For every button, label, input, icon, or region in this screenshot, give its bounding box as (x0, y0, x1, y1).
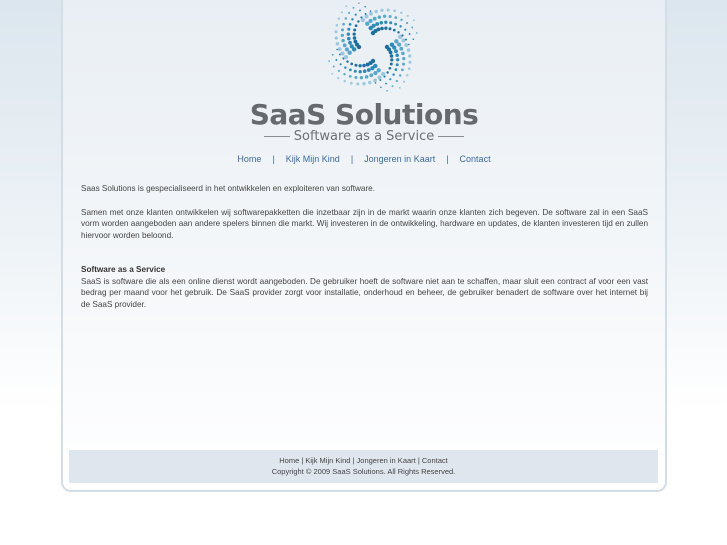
logo-dot (353, 36, 357, 40)
logo-dot (392, 46, 396, 50)
logo-dot (343, 80, 345, 82)
logo-dot (350, 82, 353, 85)
logo-dot (385, 83, 387, 85)
logo-dot (409, 33, 411, 35)
logo-dot (345, 5, 347, 7)
logo-dot (393, 9, 396, 12)
logo-dot (358, 64, 361, 67)
logo-dot (389, 21, 392, 24)
logo-dot (340, 51, 344, 55)
logo-dot (337, 77, 339, 79)
logo-dot (397, 43, 401, 47)
logo-dot (386, 71, 388, 73)
logo-dot (399, 25, 401, 27)
logo-dot (353, 29, 356, 32)
logo-dot (396, 80, 398, 82)
logo-dot (395, 54, 399, 58)
logo-dot (404, 29, 406, 31)
footer (69, 450, 658, 483)
main-nav: Home | Kijk Mijn Kind | Jongeren in Kaart | Contact (237, 154, 491, 164)
logo-dot (402, 57, 405, 60)
logo-dot (357, 20, 359, 22)
logo-dot (377, 68, 381, 72)
logo-dot (331, 73, 333, 75)
logo-dot (340, 63, 342, 65)
logo-dot (408, 67, 411, 70)
logo-dot (384, 27, 387, 30)
logo-dot (363, 69, 367, 73)
logo-dot (368, 81, 372, 85)
logo-dot (380, 9, 383, 12)
logo-dot (373, 78, 377, 82)
logo-dot (365, 22, 369, 26)
logo-dot (394, 16, 397, 19)
logo-dot (362, 64, 366, 68)
logo-dot (348, 51, 352, 55)
logo-dot (380, 87, 382, 89)
logo-dot (394, 39, 398, 43)
logo-dot (380, 27, 384, 31)
logo-dot (384, 21, 387, 24)
logo-dot (390, 58, 393, 61)
logo-dot (406, 74, 408, 76)
logo-dot (359, 9, 361, 11)
logo-dot (346, 60, 348, 62)
nav-jongeren-in-kaart[interactable]: Jongeren in Kaart (364, 154, 436, 164)
body-paragraph: Samen met onze klanten ontwikkelen wij softwarepakketten die inzetbaar zijn in de markt waarin onze klanten zich begeven. De software zal in een SaaS vorm worden aangeboden aan andere spelers binnen die markt. Wij investeren in de ontwikkeling, hardware en updates, de klanten investeren tijd en zullen hiervoor worden beloond. (81, 207, 648, 240)
logo-dot (364, 6, 366, 8)
logo-dot (407, 48, 411, 52)
logo-dot (370, 10, 372, 12)
swirl-logo-icon (328, 2, 418, 92)
nav-contact[interactable]: Contact (459, 154, 491, 164)
logo-dot (383, 15, 386, 18)
logo-dot (349, 75, 352, 78)
logo-dot (336, 42, 340, 46)
logo-dot (347, 37, 351, 41)
logo-dot (332, 54, 334, 56)
logo-dot (393, 29, 396, 32)
logo-dot (402, 63, 405, 66)
logo-dot (401, 38, 405, 42)
logo-dot (362, 82, 365, 85)
logo-dot (344, 66, 346, 68)
logo-dot (343, 43, 347, 47)
logo-dot (405, 39, 407, 41)
logo-dot (355, 24, 358, 27)
logo-dot (411, 27, 413, 29)
logo-dot (354, 76, 357, 79)
logo-dot (338, 17, 340, 19)
logo-dot (408, 54, 411, 57)
footer-link-contact[interactable]: Contact (421, 456, 448, 465)
logo-dot (328, 60, 330, 62)
logo-dot (335, 24, 338, 27)
logo-dot (341, 34, 344, 37)
logo-dot (338, 70, 340, 72)
logo-dot (341, 28, 344, 31)
logo-dot (401, 52, 405, 56)
logo-dot (335, 59, 337, 61)
logo-dot (396, 58, 399, 61)
logo-dot (392, 85, 394, 87)
logo-dot (400, 19, 402, 21)
logo-dot (389, 27, 392, 30)
logo-dot (394, 23, 397, 26)
logo-dot (342, 23, 345, 26)
logo-dot (381, 72, 385, 76)
logo-dot (370, 66, 374, 70)
logo-dot (349, 69, 352, 72)
logo-dot (401, 68, 404, 71)
logo-dot (360, 76, 363, 79)
logo-dot (378, 15, 382, 19)
page-container (61, 0, 667, 492)
logo-dot (353, 32, 356, 35)
logo-dot (387, 9, 390, 12)
logo-dot (380, 21, 384, 25)
logo-dot (349, 23, 352, 26)
logo-dot (356, 83, 359, 86)
logo-dot (348, 41, 352, 45)
logo-dot (389, 67, 392, 70)
logo-dot (354, 70, 357, 73)
logo-dot (345, 47, 349, 51)
logo-dot (336, 49, 338, 51)
logo-dot (373, 17, 377, 21)
section-text: SaaS is software die als een online dienst wordt aangeboden. De gebruiker hoeft de software niet aan te schaffen, maar sluit een contract af voor een vast bedrag per maand voor het gebruik. De SaaS provider zorgt voor installatie, onderhoud en beheer, de gebruiker benadert de software over het internet bij de SaaS provider. (81, 276, 648, 309)
logo-dot (347, 28, 350, 31)
logo-dot (390, 63, 393, 66)
copyright: Copyright © 2009 SaaS Solutions. All Rights Reserved. (271, 467, 456, 476)
logo-dot (373, 71, 377, 75)
logo-dot (389, 50, 393, 54)
logo-dot (375, 22, 379, 26)
logo-dot (399, 74, 401, 76)
logo-dot (367, 68, 371, 72)
logo-dot (366, 63, 370, 67)
logo-dot (335, 30, 338, 33)
logo-dot (344, 55, 348, 59)
nav-home[interactable]: Home (237, 154, 262, 164)
logo-dot (338, 47, 342, 51)
intro-text: Saas Solutions is gespecialiseerd in het ontwikkelen en exploiteren van software. (81, 184, 376, 193)
logo-dot (364, 14, 368, 18)
logo-dot (372, 24, 376, 28)
logo-dot (369, 12, 373, 16)
logo-dot (394, 49, 398, 53)
logo-dot (392, 73, 394, 75)
brand-name: SaaS Solutions (249, 98, 479, 131)
logo-dot (358, 2, 360, 4)
logo-dot (347, 33, 350, 36)
logo-dot (377, 75, 381, 79)
logo (268, 2, 478, 92)
logo-dot (400, 12, 402, 14)
tagline: Software as a Service (63, 129, 665, 144)
logo-dot (407, 15, 409, 17)
nav-kijk-mijn-kind[interactable]: Kijk Mijn Kind (285, 154, 340, 164)
logo-dot (399, 47, 403, 51)
logo-dot (396, 63, 399, 66)
logo-dot (395, 68, 398, 71)
logo-dot (341, 39, 345, 43)
logo-dot (413, 38, 415, 40)
footer-link-kijk-mijn-kind[interactable]: Kijk Mijn Kind (305, 456, 351, 465)
logo-dot (353, 7, 355, 9)
logo-dot (350, 44, 354, 48)
logo-dot (355, 64, 358, 67)
section-heading: Software as a Service (81, 265, 166, 274)
logo-dot (408, 44, 410, 46)
logo-dot (406, 22, 408, 24)
logo-dot (361, 18, 365, 22)
logo-dot (399, 87, 401, 89)
logo-dot (345, 17, 347, 19)
logo-dot (365, 75, 369, 79)
logo-dot (355, 14, 357, 16)
logo-dot (404, 43, 408, 47)
logo-dot (376, 27, 380, 31)
logo-dot (359, 70, 362, 73)
logo-dot (390, 54, 394, 58)
footer-link-jongeren-in-kaart[interactable]: Jongeren in Kaart (356, 456, 416, 465)
logo-dot (397, 31, 399, 33)
logo-dot (341, 11, 343, 13)
logo-dot (348, 12, 350, 14)
footer-links: Home | Kijk Mijn Kind | Jongeren in Kaart | Contact (279, 456, 448, 465)
logo-dot (386, 90, 388, 92)
logo-dot (333, 66, 335, 68)
logo-dot (350, 63, 353, 66)
logo-dot (413, 19, 415, 21)
logo-dot (401, 34, 403, 36)
logo-dot (353, 40, 357, 44)
logo-dot (389, 15, 392, 18)
logo-dot (403, 81, 405, 83)
logo-dot (335, 36, 338, 39)
logo-dot (343, 73, 345, 75)
logo-dot (369, 19, 373, 23)
logo-dot (374, 10, 378, 14)
logo-dot (375, 82, 377, 84)
logo-dot (351, 18, 353, 20)
logo-dot (416, 32, 418, 34)
footer-link-home[interactable]: Home (279, 456, 300, 465)
logo-dot (389, 78, 391, 80)
logo-dot (409, 61, 412, 64)
logo-dot (369, 73, 373, 77)
main-content (81, 183, 648, 322)
